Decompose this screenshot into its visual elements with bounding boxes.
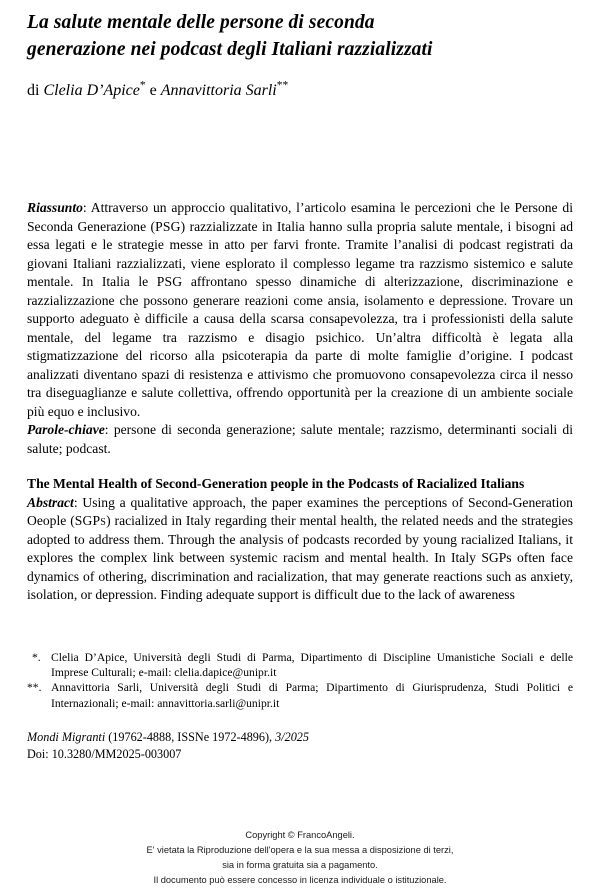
title-line-2: generazione nei podcast degli Italiani razzializzati <box>27 38 433 60</box>
abstract-italian <box>27 199 573 421</box>
journal-issue: 3/2025 <box>275 730 309 744</box>
footnote-marker: *. <box>32 651 41 664</box>
author-name-1: Clelia D’Apice <box>43 81 140 99</box>
abstract-italian-text-2: ) razzializzate in Italia hanno sulla propria salute mentale, i bisogni ad essa legati e le strategie messe in atto per farvi fronte. Tramite l’analisi di podcast registrati da giovani Italiani razzializzati, viene esplorato il complesso legame tra razzismo sistemico e salute mentale. In Italia le <box>27 218 574 290</box>
acronym-sgps: SGPs <box>74 513 107 529</box>
title-line-1: La salute mentale delle persone di seconda <box>27 12 375 33</box>
citation-line <box>27 729 573 746</box>
author-2-footnote-marker: ** <box>276 79 289 92</box>
abstract-italian-label: Riassunto <box>27 200 83 215</box>
keywords-italian-label-sep: : <box>104 422 114 438</box>
abstract-english-text-1: Using a qualitative approach, the paper examines the perceptions of Second-Generation Oeople ( <box>27 494 573 529</box>
journal-doi: Doi: 10.3280/MM2025-003007 <box>27 746 182 761</box>
footnote-text: Clelia D’Apice, Università degli Studi di Parma, Dipartimento di Discipline Umanistiche Sociali e delle Imprese Culturali; e-mail: clelia.dapice@unipr.it <box>51 651 573 680</box>
abstract-english-text-2: ) racialized in Italy regarding their mental health, the related needs and the strategies adopted to address them. Through the analysis of podcasts recorded by young racialized Italians, it explores the complex link between systemic racism and mental health. In Italy SGPs often face dynamics of othering, discrimination and racialization, that may generate reactions such as anxiety, isolation, or depression. Finding adequate support is difficult due to the lack of awareness <box>27 513 574 603</box>
abstract-english-heading: The Mental Health of Second-Generation people in the Podcasts of Racialized Italians <box>27 476 525 492</box>
abstract-english-label-sep: : <box>73 494 83 510</box>
byline-conjunction: e <box>145 81 161 99</box>
abstract-italian-text-1: Attraverso un approccio qualitativo, l’articolo esamina le percezioni che le Persone di Seconda Generazione ( <box>27 200 573 234</box>
abstract-area <box>27 199 573 605</box>
copyright-line-1: Copyright © FrancoAngeli. <box>245 830 355 840</box>
copyright-line-4: Il documento può essere concesso in licenza individuale o istituzionale. <box>153 875 447 886</box>
keywords-italian-text: persone di seconda generazione; salute mentale; razzismo, determinanti sociali di salute; podcast. <box>27 422 573 456</box>
journal-issn: (19762-4888, ISSNe 1972-4896), <box>105 730 276 744</box>
keywords-italian-label: Parole-chiave <box>27 422 105 438</box>
footnote-item <box>27 650 573 680</box>
abstract-english <box>27 494 573 605</box>
author-name-2: Annavittoria Sarli <box>160 81 277 99</box>
abstract-italian-text-3: affrontano spesso dinamiche di alterizzazione, discriminazione e razzializzazione che possono generare reazioni come ansia, isolamento e depressione. Trovare un supporto adeguato è difficile a causa della scarsa consapevolezza, tra i professionisti della salute mentale, del legame tra razzismo e disagio psichico. Un’altra difficoltà è legata alla stigmatizzazione del ricorso alla psicoterapia da parte di molte famiglie d’origine. I podcast analizzati diventano spazi di resistenza e attivismo che promuovono consapevolezza circa il nesso tra diseguaglianze e salute collettiva, offrendo opportunità per la creazione di un ambiente sociale più equo e inclusivo. <box>27 274 573 419</box>
byline <box>27 64 573 102</box>
copyright-line-3: sia in forma gratuita sia a pagamento. <box>222 860 378 871</box>
footnote-item <box>27 680 573 710</box>
acronym-psg-2: PSG <box>156 274 183 290</box>
byline-lead: di <box>27 81 44 99</box>
copyright-footer <box>0 828 600 888</box>
abstract-italian-label-sep: : <box>82 200 91 215</box>
keywords-italian <box>27 421 573 458</box>
copyright-line-2: E' vietata la Riproduzione dell'opera e la sua messa a disposizione di terzi, <box>146 845 454 856</box>
author-1-footnote-marker: * <box>139 79 146 92</box>
journal-citation <box>27 729 573 762</box>
abstract-english-label: Abstract <box>27 494 74 510</box>
footnote-text: Annavittoria Sarli, Università degli Studi di Parma; Dipartimento di Giurisprudenza, Studi Politici e Internazionali; e-mail: annavittoria.sarli@unipr.it <box>51 681 573 710</box>
footnote-marker: **. <box>27 681 42 695</box>
footnotes-block <box>27 650 573 711</box>
journal-name: Mondi Migranti <box>27 730 106 744</box>
page-title <box>27 10 573 64</box>
title-block <box>27 10 573 102</box>
acronym-psg-1: PSG <box>155 218 181 234</box>
